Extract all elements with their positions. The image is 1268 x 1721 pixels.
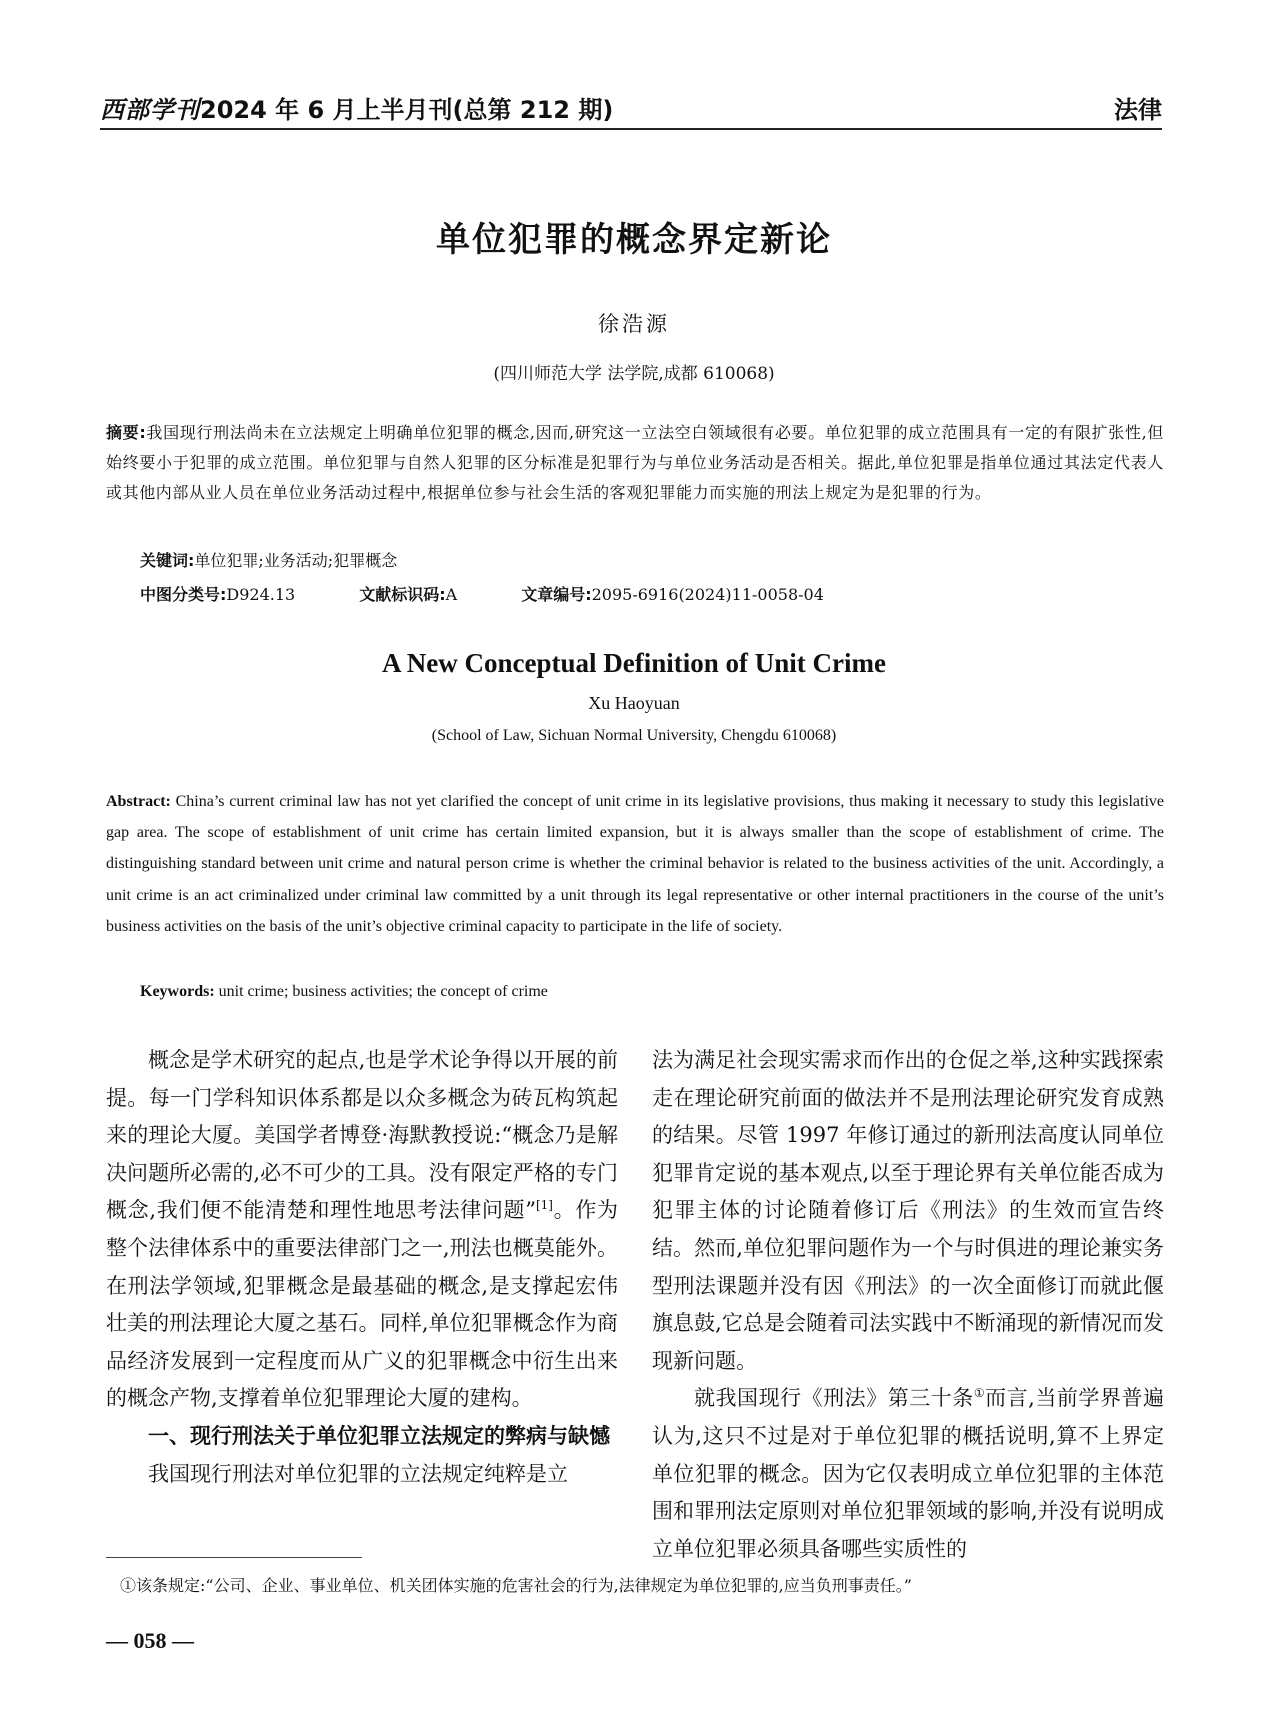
abstract-cn (106, 418, 1164, 508)
keywords-en-label: Keywords: (140, 983, 215, 1000)
clc-label: 中图分类号: (140, 585, 227, 604)
article-meta-cn (140, 582, 824, 605)
body-column-left (106, 1042, 618, 1493)
keywords-cn (140, 548, 397, 571)
article-number-label: 文章编号: (521, 585, 592, 604)
body-text: 而言,当前学界普遍认为,这只不过是对于单位犯罪的概括说明,算不上界定单位犯罪的概念。因为它仅表明成立单位犯罪的主体范围和罪刑法定原则对单位犯罪领域的影响,并没有说明成立单位犯罪必须具备哪些实质性的 (652, 1386, 1164, 1561)
article-title-cn: 单位犯罪的概念界定新论 (436, 220, 832, 260)
footnote-rule (106, 1557, 362, 1558)
abstract-en-label: Abstract: (106, 793, 171, 810)
journal-logo: 西部学刊 (100, 95, 200, 124)
issue-info: 2024 年 6 月上半月刊(总第 212 期) (200, 96, 614, 124)
body-paragraph (652, 1380, 1164, 1568)
body-text: 就我国现行《刑法》第三十条 (694, 1386, 974, 1411)
keywords-en-text: unit crime; business activities; the concept of crime (218, 983, 548, 1000)
body-text: 概念是学术研究的起点,也是学术论争得以开展的前提。每一门学科知识体系都是以众多概念为砖瓦构筑起来的理论大厦。美国学者博登·海默教授说:“概念乃是解决问题所必需的,必不可少的工具。没有限定严格的专门概念,我们便不能清楚和理性地思考法律问题” (106, 1048, 618, 1223)
keywords-en (140, 983, 548, 1001)
body-paragraph: 法为满足社会现实需求而作出的仓促之举,这种实践探索走在理论研究前面的做法并不是刑法理论研究发育成熟的结果。尽管 1997 年修订通过的新刑法高度认同单位犯罪肯定说的基本观点,以至于理论界有关单位能否成为犯罪主体的讨论随着修订后《刑法》的生效而宣告终结。然而,单位犯罪问题作为一个与时俱进的理论兼实务型刑法课题并没有因《刑法》的一次全面修订而就此偃旗息鼓,它总是会随着司法实践中不断涌现的新情况而发现新问题。 (652, 1048, 1164, 1373)
clc-value: D924.13 (226, 585, 296, 604)
article-title-en: A New Conceptual Definition of Unit Crime (382, 648, 886, 678)
keywords-cn-text: 单位犯罪;业务活动;犯罪概念 (194, 551, 398, 570)
body-paragraph: 我国现行刑法对单位犯罪的立法规定纯粹是立 (148, 1461, 568, 1486)
section-heading-1: 一、现行刑法关于单位犯罪立法规定的弊病与缺憾 (148, 1423, 610, 1448)
footnote: ①该条规定:“公司、企业、事业单位、机关团体实施的危害社会的行为,法律规定为单位犯罪的,应当负刑事责任。” (120, 1576, 912, 1595)
article-number-value: 2095-6916(2024)11-0058-04 (591, 585, 824, 604)
affiliation-en: (School of Law, Sichuan Normal University, Chengdu 610068) (431, 727, 837, 744)
abstract-cn-label: 摘要: (106, 423, 147, 442)
abstract-en-text: China’s current criminal law has not yet clarified the concept of unit crime in its legislative provisions, thus making it necessary to study this legislative gap area. The scope of establishment of unit crime has certain limited expansion, but it is always smaller than the scope of establishment of crime. The distinguishing standard between unit crime and natural person crime is whether the criminal behavior is related to the business activities of the unit. Accordingly, a unit crime is an act criminalized under criminal law committed by a unit through its legal representative or other internal practitioners in the course of the unit’s business activities on the basis of the unit’s objective criminal capacity to participate in the life of society. (106, 793, 1165, 935)
doc-code-value: A (445, 585, 458, 604)
citation-ref: [1] (535, 1198, 553, 1213)
page-number: — 058 — (106, 1628, 194, 1653)
body-text: 。作为整个法律体系中的重要法律部门之一,刑法也概莫能外。在刑法学领域,犯罪概念是最基础的概念,是支撑起宏伟壮美的刑法理论大厦之基石。同样,单位犯罪概念作为商品经济发展到一定程度而从广义的犯罪概念中衍生出来的概念产物,支撑着单位犯罪理论大厦的建构。 (106, 1198, 619, 1411)
author-cn: 徐浩源 (598, 312, 670, 336)
header-rule (100, 128, 1162, 130)
running-header (100, 88, 1162, 128)
keywords-cn-label: 关键词: (140, 551, 195, 570)
affiliation-cn: (四川师范大学 法学院,成都 610068) (493, 364, 775, 384)
body-paragraph (106, 1042, 618, 1418)
body-column-right (652, 1042, 1164, 1568)
footnote-ref: ① (973, 1386, 986, 1401)
author-en: Xu Haoyuan (588, 693, 680, 713)
abstract-en (106, 786, 1164, 942)
abstract-cn-text: 我国现行刑法尚未在立法规定上明确单位犯罪的概念,因而,研究这一立法空白领域很有必要。单位犯罪的成立范围具有一定的有限扩张性,但始终要小于犯罪的成立范围。单位犯罪与自然人犯罪的区分标准是犯罪行为与单位业务活动是否相关。据此,单位犯罪是指单位通过其法定代表人或其他内部从业人员在单位业务活动过程中,根据单位参与社会生活的客观犯罪能力而实施的刑法上规定为是犯罪的行为。 (106, 423, 1165, 502)
header-journal (100, 90, 613, 125)
doc-code-label: 文献标识码: (359, 585, 446, 604)
header-section: 法律 (1114, 96, 1162, 124)
